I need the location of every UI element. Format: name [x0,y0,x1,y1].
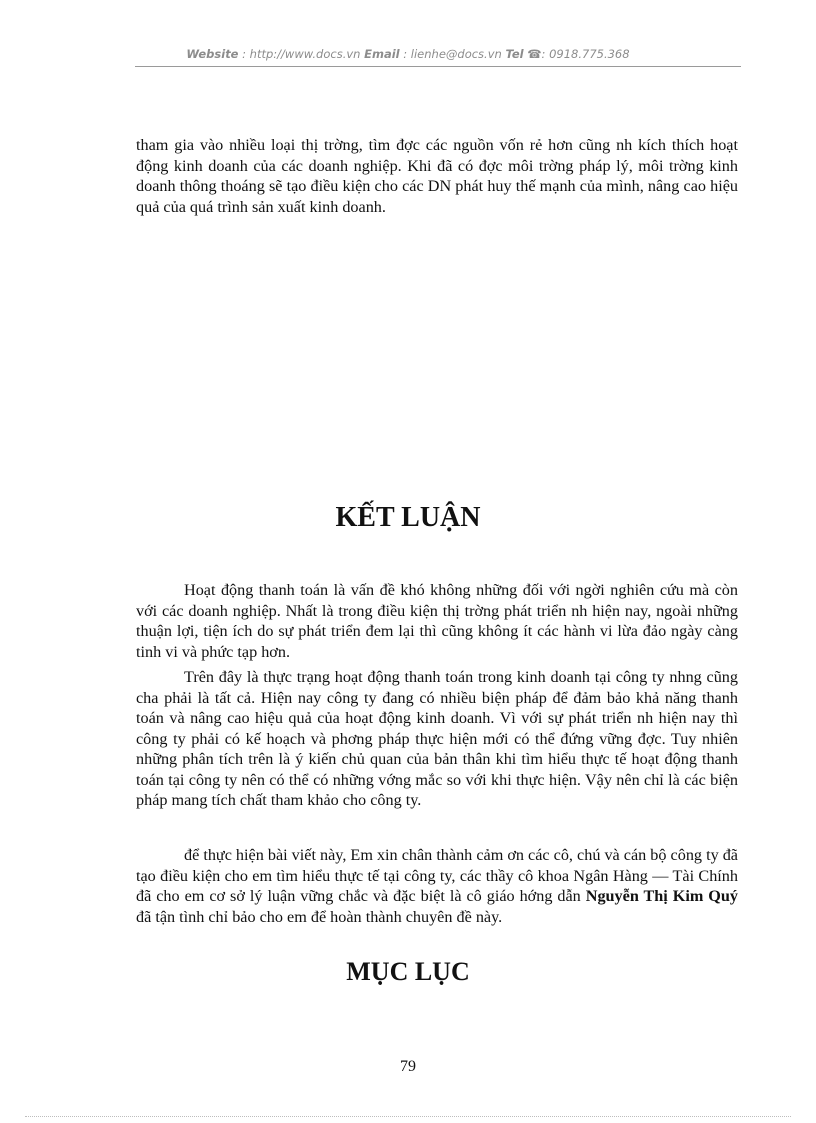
page-header [0,47,816,61]
website-value: : http://www.docs.vn [238,47,365,61]
ack-text-before: để thực hiện bài viết này, Em xin chân thành cảm ơn các cô, chú và cán bộ công ty đã tạo điều kiện cho em tìm hiểu thực tế tại công ty, các thầy cô khoa Ngân Hàng — Tài Chính đã cho em cơ sở lý luận vững chắc và đặc biệt là cô giáo hớng dẫn [136,846,738,905]
advisor-name: Nguyễn Thị Kim Quý [585,887,738,905]
page-number: 79 [400,1058,416,1075]
tel-label: Tel [505,47,524,61]
ack-text-after: đã tận tình chỉ bảo cho em để hoàn thành chuyên đề này. [136,907,503,926]
paragraph-conclusion-2: Trên đây là thực trạng hoạt động thanh toán trong kinh doanh tại công ty nhng cũng cha phải là tất cả. Hiện nay công ty đang có nhiều biện pháp để đảm bảo khả năng thanh toán và nâng cao hiệu quả của hoạt động kinh doanh. Vì với sự phát triển nh hiện nay thì công ty phải có kế hoạch và phơng pháp thực hiện mới có thể đứng vững đợc. Tuy nhiên những phân tích trên là ý kiến chủ quan của bản thân khi tìm hiểu thực tế hoạt động thanh toán tại công ty nên có thể có những vớng mắc so với khi thực hiện. Vậy nên chỉ là các biện pháp mang tích chất tham khảo cho công ty. [136,668,738,809]
heading-table-of-contents: MỤC LỤC [346,957,470,986]
heading-conclusion: KẾT LUẬN [335,502,481,533]
tel-value: : 0918.775.368 [541,47,630,61]
website-label: Website [186,47,239,61]
phone-icon: ☎ [527,47,542,61]
email-label: Email [364,47,400,61]
email-value: : lienhe@docs.vn [399,47,506,61]
footer-divider [25,1116,791,1117]
paragraph-conclusion-1: Hoạt động thanh toán là vấn đề khó không những đối với ngời nghiên cứu mà còn với các doanh nghiệp. Nhất là trong điều kiện thị trờng phát triển nh hiện nay, ngoài những thuận lợi, tiện ích do sự phát triển đem lại thì cũng không ít các hành vi lừa đảo ngày càng tinh vi và phức tạp hơn. [136,581,738,661]
paragraph-intro: tham gia vào nhiều loại thị trờng, tìm đợc các nguồn vốn rẻ hơn cũng nh kích thích hoạt động kinh doanh của các doanh nghiệp. Khi đã có đợc môi trờng pháp lý, môi trờng kinh doanh thông thoáng sẽ tạo điều kiện cho các DN phát huy thế mạnh của mình, nâng cao hiệu quả của quá trình sản xuất kinh doanh. [136,136,738,216]
header-divider [135,66,741,67]
paragraph-acknowledgement [136,845,738,927]
